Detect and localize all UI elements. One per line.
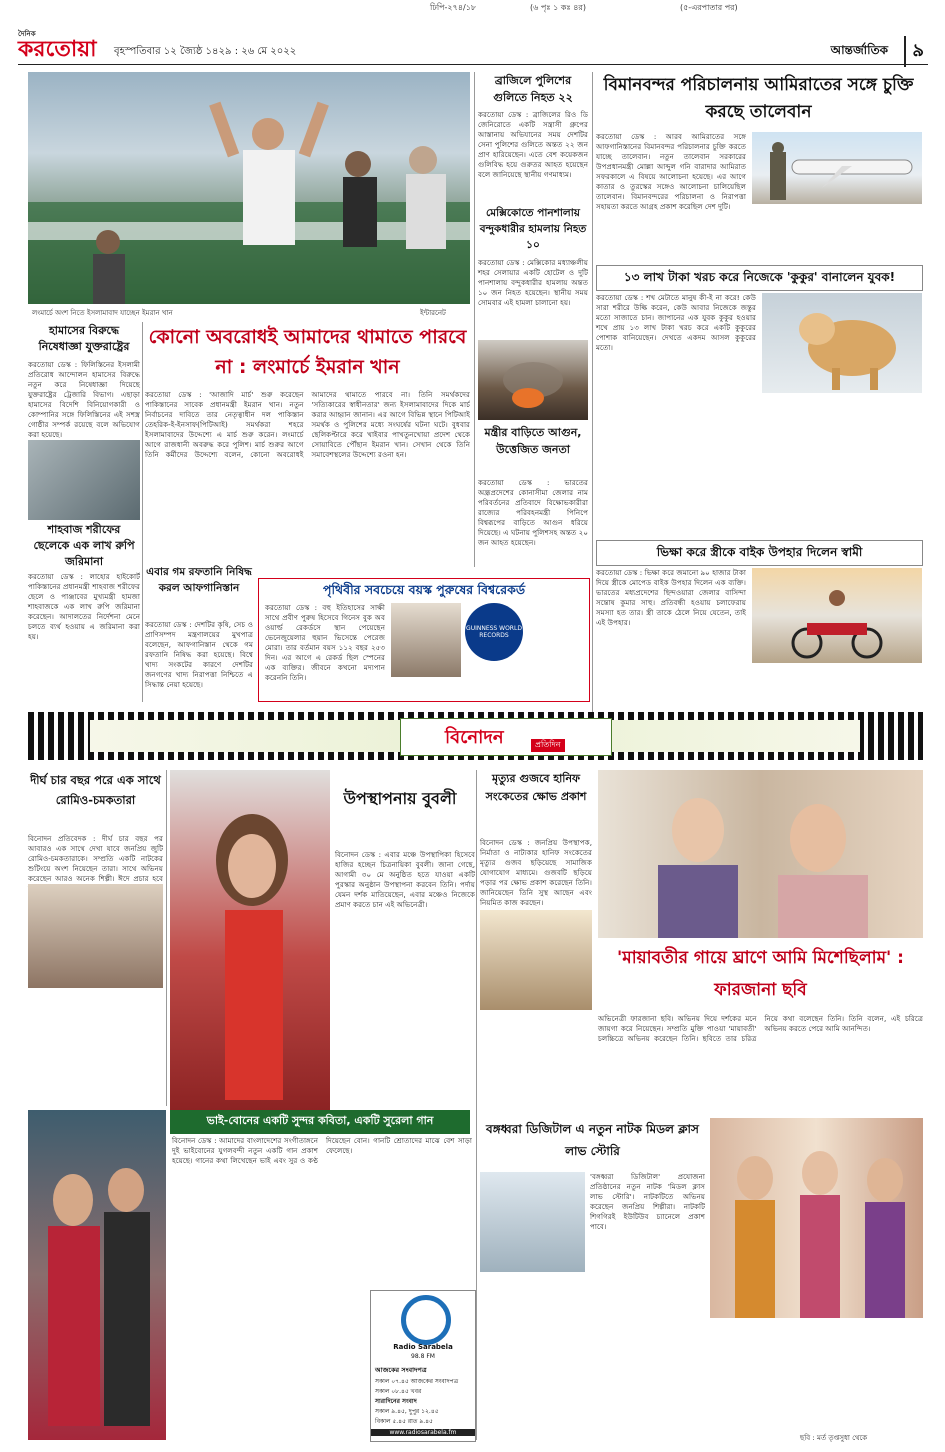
ent-story6-photo — [480, 1172, 585, 1272]
top-line — [0, 0, 945, 14]
radio-logo-icon — [401, 1295, 451, 1345]
dog-art — [762, 293, 922, 393]
fire-smoke-art — [478, 340, 588, 420]
newspaper-logo — [18, 29, 97, 69]
radio-line-0: সকাল ০৭.৪৫ আজকের সংবাদপত্র — [375, 1378, 459, 1385]
left-story2-photo — [28, 440, 140, 520]
left-story2-headline: শাহবাজ শরীফের ছেলেকে এক লাখ রুপি জরিমানা — [33, 523, 135, 568]
lead-photo — [28, 72, 470, 304]
left-story3-body: করতোয়া ডেস্ক : দেশটির কৃষি, সেচ ও প্রাণিসম্পদ মন্ত্রণালয়ের মুখপাত্র বলেছেন, আফগানিস্তান থেকে গম রফতানি নিষিদ্ধ করা হয়েছে। বিশ্বে খাদ্য সংকটের কারণে দেশটির জনগণের খাদ্য নিরাপত্তা নিশ্চিতে এ সিদ্ধান্ত নেয়া হয়েছে। — [145, 620, 253, 689]
top-line-mid: (৬ পৃঃ ১ কঃ ৪র) — [530, 3, 586, 12]
ent-story5-body: বিনোদন ডেস্ক : আমাদের বাংলাদেশের সংগীতাঙ্গনে দুই ভাইবোনের যুগলবন্দী নতুন একটি গান প্রকাশ হয়েছে। গানের কথা লিখেছেন ভাই এবং সুর ও কণ্ঠ দিয়েছেন বোন। গানটি শ্রোতাদের মাঝে বেশ সাড়া ফেলেছে। — [172, 1136, 472, 1165]
farjana-art — [598, 770, 923, 938]
radio-schedule-title: আজকের সংবাদপত্র — [375, 1366, 427, 1374]
ent-story3-body-2 — [480, 1012, 592, 1112]
dateline: বৃহস্পতিবার ১২ জ্যৈষ্ঠ ১৪২৯ : ২৬ মে ২০২২ — [114, 46, 297, 57]
ent-story5-headline: ভাই-বোনের একটি সুন্দর কবিতা, একটি সুরেলা গান — [170, 1110, 470, 1134]
record-body: করতোয়া ডেস্ক : বহু ইতিহাসের সাক্ষী সাথে প্রবীণ পুরুষ হিসেবে গিনেস বুক অব ওয়ার্ল্ড রেকর্ডসে স্থান পেয়েছেন ভেনেজুয়েলার হুয়ান ভিসেন্তে পেরেজ মোরা। তার বর্তমান বয়স ১১২ বছর ২৫৩ দিন। এর আগে এ রেকর্ড ছিল স্পেনের এক ব্যক্তির। জীবনে কখনো মদ্যপান করেননি তিনি। — [265, 603, 385, 682]
lead-photo-art — [28, 72, 470, 304]
column-rule — [142, 322, 143, 702]
lead-photo-caption: লংমার্চে অংশ নিতে ইসলামাবাদ যাচ্ছেন ইমরান খান — [32, 309, 173, 317]
mid-story1-headline: ব্রাজিলে পুলিশের গুলিতে নিহত ২২ — [493, 74, 573, 104]
right-story1-photo — [752, 132, 922, 204]
siblings-art — [28, 1110, 166, 1440]
banner-title: বিনোদন — [445, 727, 504, 748]
radio-line-1: সকাল ০৮.৪৫ খবর — [375, 1388, 422, 1395]
top-line-left: ঢিপি-২৭৪/১৮ — [430, 3, 477, 12]
ent-story6-headline: বঙ্গধ্বরা ডিজিটাল এ নতুন নাটক মিডল ক্লাস লাভ স্টোরি — [486, 1122, 699, 1158]
record-box — [258, 578, 590, 702]
radio-name: Radio Sarabela — [393, 1343, 453, 1351]
right-story3-body: করতোয়া ডেস্ক : ভিক্ষা করে জমানো ৯০ হাজার টাকা দিয়ে স্ত্রীকে মোপেড বাইক উপহার দিলেন এক ব্যক্তি। ভারতের মধ্যপ্রদেশের ছিন্দওয়ারা জেলার বাসিন্দা সন্তোষ কুমার সাহু। প্রতিবন্ধী হওয়ায় চলাফেরায় সমস্যা হত তার। স্ত্রী তাকে ঠেলে নিয়ে যেতেন, তাই এই উপহার। — [596, 568, 746, 627]
lead-photo-credit: ইন্টারনেট — [420, 309, 446, 317]
left-story1-body: করতোয়া ডেস্ক : ফিলিস্তিনের ইসলামী প্রতিরোধ আন্দোলন হামাসের বিরুদ্ধে নতুন করে নিষেধাজ্ঞা দিয়েছে যুক্তরাষ্ট্রের ট্রেজারি বিভাগ। এছাড়া হামাসের বিদেশি বিনিয়োগকারী ও কোম্পানির সঙ্গে ফিলিস্তিনের এই সশস্ত্র গোষ্ঠীর সম্পর্ক রয়েছে বলে অভিযোগ করা হয়েছে। — [28, 360, 140, 439]
radio-ad — [370, 1290, 476, 1442]
mid-story2-body: করতোয়া ডেস্ক : মেক্সিকোর মধ্যাঞ্চলীয় শহর সেলায়ার একটি হোটেল ও দুটি পানশালায় বন্দুকধারীর হামলায় অন্তত ১০ জন নিহত হয়েছেন। স্থানীয় সময় সোমবার এই হামলা চালানো হয়। — [478, 258, 588, 307]
left-story1-headline: হামাসের বিরুদ্ধে নিষেধাজ্ঞা যুক্তরাষ্ট্রের — [38, 324, 130, 353]
mid-story2-headline: মেক্সিকোতে পানশালায় বন্দুকধারীর হামলায় নিহত ১০ — [479, 207, 587, 251]
right-story2-body: করতোয়া ডেস্ক : শখ মেটাতে মানুষ কী-ই না করে! কেউ সারা শরীরে উল্কি করেন, কেউ আবার নিজেকে জন্তুর মতো সাজাতে চান। জাপানের এক যুবক কুকুর হওয়ার শখে প্রায় ১৩ লাখ টাকা খরচ করে একটি কুকুরের পোশাক বানিয়েছেন। দেখতে একদম আসল কুকুরের মতো। — [596, 293, 756, 352]
radio-url[interactable]: www.radiosarabela.fm — [371, 1429, 475, 1436]
ent-story4-headline: 'মায়াবতীর গায়ে ঘ্রাণে আমি মিশেছিলাম' : ফারজানা ছবি — [617, 948, 904, 1000]
right-story3-headline: ভিক্ষা করে স্ত্রীকে বাইক উপহার দিলেন স্বামী — [596, 540, 923, 566]
mid-story3-headline: মন্ত্রীর বাড়িতে আগুন, উত্তেজিত জনতা — [484, 426, 582, 456]
ent-story1-headline: দীর্ঘ চার বছর পরে এক সাথে রোমিও-চমকতারা — [30, 773, 161, 807]
radio-line-3: সকাল ৯.৪৫, দুপুর ১২.৪৫ — [375, 1408, 439, 1415]
ent-story6-body: 'বঙ্গধ্বরা ডিজিটাল' প্রযোজনা প্রতিষ্ঠানের নতুন নাটক 'মিডল ক্লাস লাভ স্টোরি'। নাটকটিতে অভিনয় করেছেন জনপ্রিয় শিল্পীরা। নাটকটি শিগগিরই ইউটিউব চ্যানেলে প্রকাশ পাবে। — [590, 1172, 705, 1231]
lead-body: করতোয়া ডেস্ক : 'আজাদি মার্চ' শুরু করেছেন পাকিস্তানের সাবেক প্রধানমন্ত্রী ইমরান খান। নতুন নির্বাচনের দাবিতে তার নেতৃত্বাধীন দল পাকিস্তান তেহরিক-ই-ইনসাফ(পিটিআই) সমর্থকরা শহরে ইসলামাবাদের উদ্দেশ্যে এ মার্চ শুরু করেন। লংমার্চে আগে রাজধানী অবরুদ্ধ করে পুলিশ। মার্চ শুরুর আগে তিনি কর্মীদের উদ্দেশ্যে বলেন, কোনো অবরোধই আমাদের থামাতে পারবে না। তিনি সমর্থকদের 'সত্যিকারের স্বাধীনতার' জন্য ইসলামাবাদের দিকে মার্চ করার আহ্বান জানান। এর আগে বিভিন্ন স্থানে পিটিআই সমর্থক ও পুলিশের মধ্যে সংঘর্ষের ঘটনা ঘটে। বুধবার ছেলিকপ্টারে করে খাইবার পাখতুনখোয়া প্রদেশ থেকে সোয়াবিতে পৌঁছান ইমরান খান। সেখান থেকে তিনি সমাবেশস্থলের উদ্দেশ্যে রওনা হন। — [145, 390, 470, 459]
ent-story6-body-2 — [480, 1278, 705, 1440]
banner-subtitle: প্রতিদিন — [531, 739, 565, 752]
left-story3-headline: এবার গম রফতানি নিষিদ্ধ করল আফগানিস্তান — [146, 566, 252, 594]
section-name: আন্তর্জাতিক — [830, 43, 888, 57]
ent-story1-photo — [28, 884, 163, 988]
ent-story3-photo — [480, 910, 592, 1010]
guinness-badge-text: GUINNESS WORLD RECORDS — [466, 625, 522, 639]
radio-line-4: বিকাল ৫.৪৫ রাত ৯.৪৫ — [375, 1418, 433, 1425]
mid-story3-photo — [478, 340, 588, 420]
right-story1-headline: বিমানবন্দর পরিচালনায় আমিরাতের সঙ্গে চুক্তি করছে তালেবান — [603, 75, 914, 122]
column-rule — [476, 770, 477, 1440]
column-rule — [592, 72, 593, 712]
right-story2-headline: ১৩ লাখ টাকা খরচ করে নিজেকে 'কুকুর' বানালেন যুবক! — [596, 265, 923, 291]
ent-story7-photo — [710, 1118, 923, 1318]
ent-story2-body: বিনোদন ডেস্ক : এবার মঞ্চে উপস্থাপিকা হিসেবে হাজির হচ্ছেন চিত্রনায়িকা বুবলী। জানা গেছে, আগামী ৩০ মে অনুষ্ঠিত হতে যাওয়া একটি পুরস্কার অনুষ্ঠান উপস্থাপনা করবেন তিনি। পর্দায় যেমন দর্শক মাতিয়েছেন, এবার মঞ্চেও নিজেকে প্রমাণ করতে চান এই অভিনেত্রী। — [335, 850, 475, 909]
ent-story2-headline: উপস্থাপনায় বুবলী — [343, 789, 457, 808]
radio-freq: 98.8 FM — [411, 1353, 435, 1360]
logo-text: করতোয়া — [18, 36, 97, 62]
ent-story3-headline: মৃত্যুর গুজবে হানিফ সংকেতের ক্ষোভ প্রকাশ — [485, 772, 587, 803]
ent-story1-body: বিনোদন প্রতিবেদক : দীর্ঘ চার বছর পর আবারও এক সাথে দেখা যাবে জনপ্রিয় জুটি রোমিও-চমকতারাকে। সম্প্রতি একটি নাটকের শুটিংয়ে অংশ নিয়েছেন তারা। সাথে অভিনয় করেছেন আরও অনেক শিল্পী। ঈদে প্রচার হবে — [28, 834, 163, 883]
right-story1-body: করতোয়া ডেস্ক : আরব আমিরাতের সঙ্গে আফগানিস্তানের বিমানবন্দর পরিচালনার চুক্তি করতে যাচ্ছে তালেবান। নতুন তালেবান সরকারের উপপ্রধানমন্ত্রী মোল্লা আব্দুল গনি বারাদার আমিরাত সফরকালে এ বিষয়ে আলোচনা হয়েছে। এর আগে কাতার ও তুরস্কের সঙ্গেও আলোচনা চালিয়েছিল তালেবান। বিমানবন্দরের পরিচালনা ও নিরাপত্তা সহায়তা করতে আগ্রহ প্রকাশ করেছিল দেশ দুটি। — [596, 132, 746, 211]
mid-story1-body: করতোয়া ডেস্ক : ব্রাজিলের রিও ডি জেনিরোতে একটি সন্ত্রাসী গ্রুপের আস্তানায় অভিযানের সময় দেশটির সেনা পুলিশের গুলিতে অন্তত ২২ জন প্রাণ হারিয়েছেন। এতে বেশ কয়েকজন গুলিবিদ্ধ হয়ে গুরুতর আহত হয়েছেন বলে জানিয়েছে স্থানীয় গণমাধ্যম। — [478, 110, 588, 179]
radio-line-2: সারাদিনের সংবাদ — [375, 1398, 417, 1405]
record-photo — [391, 603, 461, 677]
bike-photo — [752, 568, 922, 663]
photo-credit: ছবি : মর্ত তৃপ্তসুধা থেকে — [800, 1434, 868, 1442]
left-story2-body: করতোয়া ডেস্ক : লাহোর হাইকোর্ট পাকিস্তানের প্রধানমন্ত্রী শাহবাজ শরীফের ছেলে ও পাঞ্জাবের মুখ্যমন্ত্রী হামজা শাহবাজকে এক লাখ রুপি জরিমানা করেছেন। আদালতের নির্দেশনা মেনে চলতে ব্যর্থ হওয়ায় এ জরিমানা করা হয়। — [28, 572, 140, 641]
lead-headline: কোনো অবরোধই আমাদের থামাতে পারবে না : লংমার্চে ইমরান খান — [148, 326, 467, 378]
record-body-2 — [527, 603, 585, 699]
masthead — [18, 29, 928, 65]
ent-story7-body — [710, 1322, 923, 1430]
bubly-photo — [170, 770, 330, 1110]
ent-story3-body: বিনোদন ডেস্ক : জনপ্রিয় উপস্থাপক, নির্মাতা ও নাট্যকার হানিফ সংকেতের মৃত্যুর গুজব ছড়িয়েছে সামাজিক যোগাযোগ মাধ্যমে। গুজবটি ছড়িয়ে পড়ার পর ক্ষোভ প্রকাশ করেছেন তিনি। জানিয়েছেন তিনি সুস্থ আছেন এবং নিয়মিত কাজ করছেন। — [480, 838, 592, 907]
ent-story5-photo — [28, 1110, 166, 1440]
column-rule — [474, 72, 475, 567]
ent-story4-photo — [598, 770, 923, 938]
page-number: ৯ — [904, 36, 924, 67]
mid-story3-body: করতোয়া ডেস্ক : ভারতের অন্ধ্রপ্রদেশের কোনাসীমা জেলার নাম পরিবর্তনের প্রতিবাদে বিক্ষোভকারীরা রাজ্যের পরিবহনমন্ত্রী পিনিপে বিশ্বরূপের বাড়িতে আগুন ধরিয়ে দিয়েছে। এ ঘটনায় পুলিশসহ অন্তত ২০ জন আহত হয়েছেন। — [478, 478, 588, 547]
ent-story1-body-2 — [28, 990, 163, 1108]
entertainment-banner — [28, 712, 923, 760]
banner-title-box — [400, 718, 612, 756]
bubly-art — [170, 770, 330, 1110]
bike-art — [752, 568, 922, 663]
guinness-badge — [465, 603, 523, 661]
trio-art — [710, 1118, 923, 1318]
column-rule — [166, 770, 167, 1106]
airplane-art — [752, 132, 922, 204]
ent-story4-body: অভিনেত্রী ফারজানা ছবি। অভিনয় দিয়ে দর্শকের মনে জায়গা করে নিয়েছেন। সম্প্রতি মুক্তি পাওয়া 'মায়াবতী' চলচ্চিত্রে অভিনয় করেছেন তিনি। ছবিতে তার চরিত্র নিয়ে কথা বলেছেন তিনি। তিনি বলেন, এই চরিত্রে অভিনয় করতে পেরে আমি আনন্দিত। — [598, 1014, 923, 1043]
dog-costume-photo — [762, 293, 922, 393]
record-headline: পৃথিবীর সবচেয়ে বয়স্ক পুরুষের বিশ্বরেকর্ড — [322, 582, 526, 597]
top-line-right: (৫-এরপাতার পর) — [680, 3, 738, 12]
logo-small: দৈনিক — [18, 29, 36, 38]
